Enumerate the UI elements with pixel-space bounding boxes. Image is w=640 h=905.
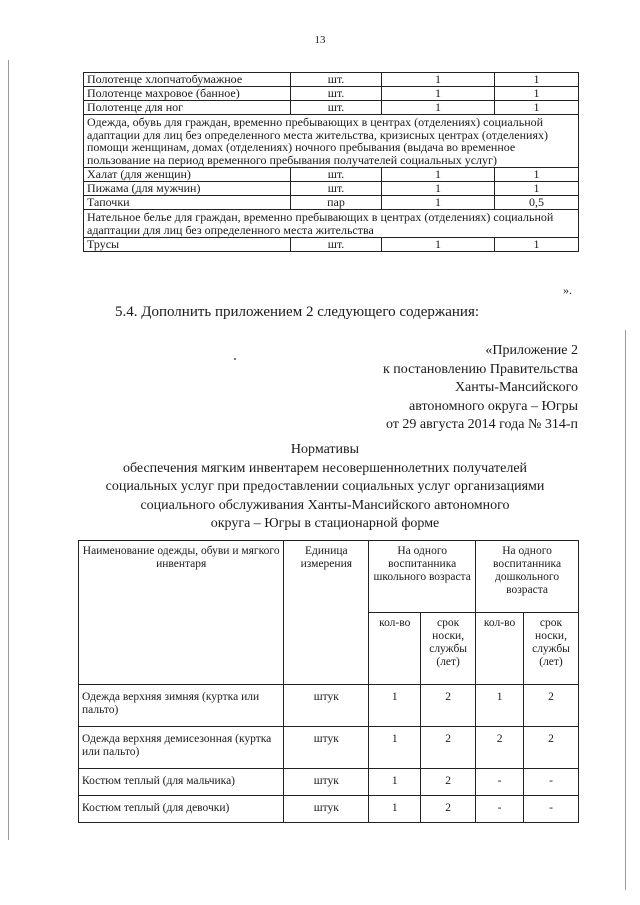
table-row [84, 196, 579, 210]
header-preschool-age: На одного воспитанника дошкольного возраста [476, 541, 579, 613]
scan-edge-right [625, 330, 626, 890]
preschool-qty: 1 [476, 685, 524, 727]
item-qty-1: 1 [382, 196, 495, 210]
table-row [79, 796, 579, 823]
closing-quote: ». [563, 283, 572, 297]
section-text: Одежда, обувь для граждан, временно пребывающих в центрах (отделениях) социальной адаптации для лиц без определенного места жительства, кризисных центрах (отделениях) помощи женщинам, домах (отделениях) ночного пребывания (выдача во временное пользование на период временного пребывания получателей социальных услуг) [84, 115, 579, 168]
item-unit: штук [284, 685, 369, 727]
scan-edge-left [8, 60, 9, 840]
norms-table [78, 540, 579, 823]
preschool-term: - [524, 796, 579, 823]
school-qty: 1 [369, 769, 421, 796]
header-item-name: Наименование одежды, обуви и мягкого инвентаря [79, 541, 284, 685]
item-name: Пижама (для мужчин) [84, 182, 291, 196]
item-qty-2: 1 [495, 101, 579, 115]
school-term: 2 [421, 685, 476, 727]
item-unit: штук [284, 769, 369, 796]
item-qty-2: 1 [495, 87, 579, 101]
item-qty-2: 1 [495, 73, 579, 87]
item-name: Костюм теплый (для девочки) [79, 796, 284, 823]
item-unit: шт. [291, 182, 382, 196]
table-row [79, 685, 579, 727]
appendix-line: автономного округа – Югры [409, 398, 578, 414]
item-name: Одежда верхняя зимняя (куртка или пальто) [79, 685, 284, 727]
header-preschool-qty: кол-во [476, 613, 524, 685]
preschool-term: - [524, 769, 579, 796]
item-unit: штук [284, 727, 369, 769]
item-unit: шт. [291, 73, 382, 87]
item-qty-1: 1 [382, 73, 495, 87]
item-unit: штук [284, 796, 369, 823]
school-qty: 1 [369, 727, 421, 769]
item-qty-1: 1 [382, 101, 495, 115]
header-school-qty: кол-во [369, 613, 421, 685]
item-unit: шт. [291, 101, 382, 115]
item-name: Костюм теплый (для мальчика) [79, 769, 284, 796]
section-row [84, 210, 579, 238]
table-row [84, 238, 579, 252]
section-row [84, 115, 579, 168]
appendix-line: Ханты-Мансийского [454, 380, 578, 395]
preschool-qty: 2 [476, 727, 524, 769]
school-qty: 1 [369, 796, 421, 823]
header-school-age: На одного воспитанника школьного возраста [369, 541, 476, 613]
title-line: округа – Югры в стационарной форме [210, 516, 440, 531]
item-qty-2: 1 [495, 168, 579, 182]
section-text: Нательное белье для граждан, временно пребывающих в центрах (отделениях) социальной адаптации для лиц без определенного места жительства [84, 210, 579, 238]
table-row [79, 769, 579, 796]
item-name: Халат (для женщин) [84, 168, 291, 182]
appendix-line: «Приложение 2 [485, 343, 578, 358]
appendix-line: к постановлению Правительства [382, 361, 578, 377]
preschool-qty: - [476, 796, 524, 823]
preschool-term: 2 [524, 685, 579, 727]
document-title [100, 441, 550, 534]
item-name: Полотенце хлопчатобумажное [84, 73, 291, 87]
page-number: 13 [314, 34, 326, 46]
appendix-line: от 29 августа 2014 года № 314-п [385, 417, 578, 432]
item-name: Одежда верхняя демисезонная (куртка или пальто) [79, 727, 284, 769]
table-row [84, 182, 579, 196]
clothing-table-continued [83, 72, 579, 252]
item-name: Тапочки [84, 196, 291, 210]
school-term: 2 [421, 727, 476, 769]
table-row [84, 73, 579, 87]
item-qty-1: 1 [382, 182, 495, 196]
school-qty: 1 [369, 685, 421, 727]
item-unit: шт. [291, 168, 382, 182]
amendment-paragraph: 5.4. Дополнить приложением 2 следующего содержания: [115, 304, 480, 320]
item-unit: шт. [291, 238, 382, 252]
title-line: обеспечения мягким инвентарем несовершеннолетних получателей [122, 460, 528, 476]
table-row [84, 101, 579, 115]
title-line: Нормативы [290, 442, 360, 457]
preschool-qty: - [476, 769, 524, 796]
school-term: 2 [421, 796, 476, 823]
table-row [84, 168, 579, 182]
scan-speck [234, 358, 236, 360]
header-school-term: срок носки, службы (лет) [421, 613, 476, 685]
item-unit: шт. [291, 87, 382, 101]
title-line: социальных услуг при предоставлении социальных услуг организациями [105, 479, 545, 494]
item-name: Трусы [84, 238, 291, 252]
item-qty-2: 0,5 [495, 196, 579, 210]
table-row [79, 727, 579, 769]
header-unit: Единица измерения [284, 541, 369, 685]
item-unit: пар [291, 196, 382, 210]
item-qty-1: 1 [382, 168, 495, 182]
item-qty-1: 1 [382, 238, 495, 252]
item-name: Полотенце для ног [84, 101, 291, 115]
item-qty-1: 1 [382, 87, 495, 101]
appendix-header [383, 342, 578, 435]
school-term: 2 [421, 769, 476, 796]
item-qty-2: 1 [495, 182, 579, 196]
item-qty-2: 1 [495, 238, 579, 252]
header-preschool-term: срок носки, службы (лет) [524, 613, 579, 685]
item-name: Полотенце махровое (банное) [84, 87, 291, 101]
title-line: социального обслуживания Ханты-Мансийского автономного [140, 497, 510, 513]
table-row [84, 87, 579, 101]
preschool-term: 2 [524, 727, 579, 769]
